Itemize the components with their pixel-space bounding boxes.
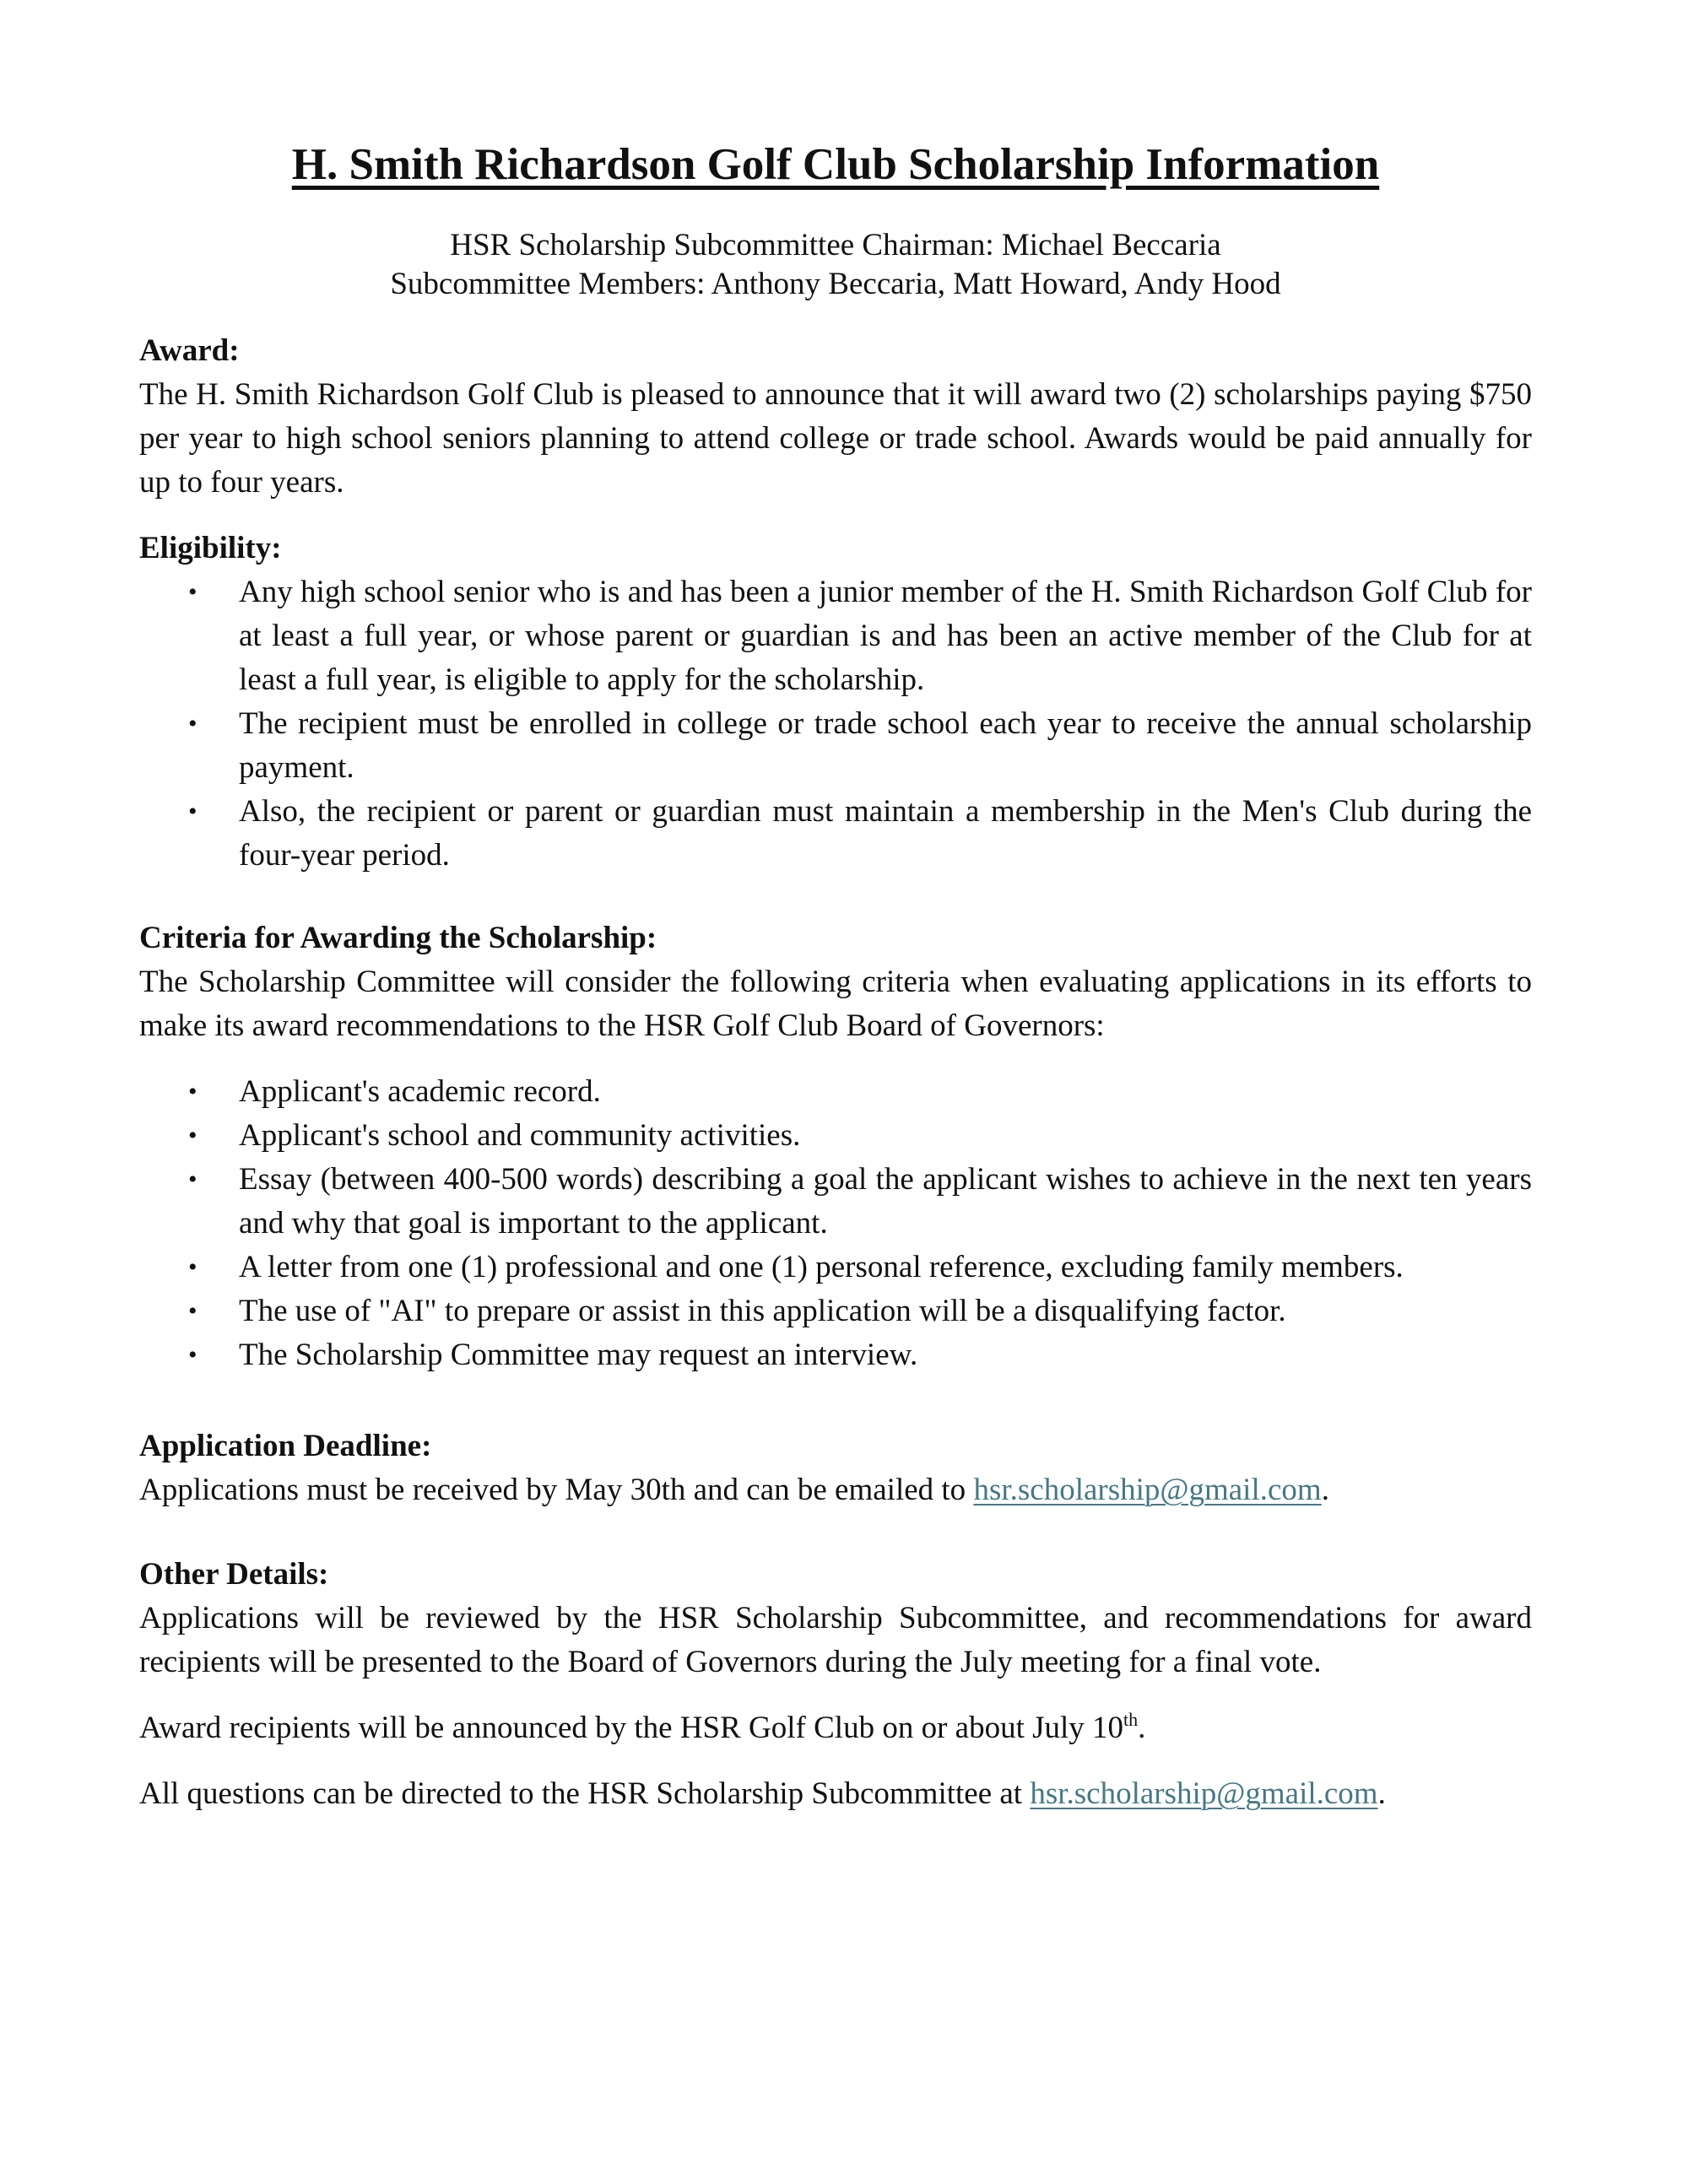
eligibility-section [139,527,1532,878]
list-item [139,702,1532,790]
para3-text: All questions can be directed to the HSR Scholarship Subcommittee at [139,1776,1031,1811]
bullet-icon: • [188,1165,197,1193]
eligibility-list [139,570,1532,878]
item-text: The use of "AI" to prepare or assist in this application will be a disqualifying factor. [239,1294,1286,1328]
list-item [139,1158,1532,1246]
item-text: Also, the recipient or parent or guardian must maintain a membership in the Men's Club during the four-year period. [239,794,1532,873]
bullet-icon: • [188,710,197,738]
bullet-icon: • [188,797,197,825]
bullet-icon: • [188,1297,197,1325]
title-text: H. Smith Richardson Golf Club Scholarship Information [291,140,1380,189]
item-text: Any high school senior who is and has been a junior member of the H. Smith Richardson Golf Club for at least a full year, or whose parent or guardian is and has been an active member of the Club for at least a full year, is eligible to apply for the scholarship. [239,575,1532,697]
deadline-section [139,1424,1532,1512]
para3-period: . [1377,1776,1386,1811]
bullet-icon: • [188,578,197,606]
other-details-section [139,1553,1532,1816]
list-item [139,1333,1532,1377]
deadline-heading: Application Deadline: [139,1429,432,1463]
list-item [139,1070,1532,1114]
bullet-icon: • [188,1341,197,1369]
criteria-list [139,1070,1532,1377]
para2-period: . [1138,1711,1146,1745]
members-line: Subcommittee Members: Anthony Beccaria, Matt Howard, Andy Hood [390,267,1281,301]
item-text: The Scholarship Committee may request an interview. [239,1338,918,1372]
criteria-intro: The Scholarship Committee will consider the following criteria when evaluating applications in its efforts to make its award recommendations to the HSR Golf Club Board of Governors: [139,965,1532,1043]
item-text: Applicant's academic record. [239,1074,601,1109]
other-details-para2 [139,1706,1532,1750]
other-details-para1: Applications will be reviewed by the HSR Scholarship Subcommittee, and recommendations for award recipients will be presented to the Board of Governors during the July meeting for a final vote. [139,1601,1532,1679]
para2-text: Award recipients will be announced by the HSR Golf Club on or about July 10 [139,1711,1124,1745]
chairman-line: HSR Scholarship Subcommittee Chairman: Michael Beccaria [450,228,1221,262]
criteria-section [139,916,1532,1377]
list-item [139,1246,1532,1289]
bullet-icon: • [188,1078,197,1106]
other-details-para3 [139,1772,1532,1816]
eligibility-heading: Eligibility: [139,531,282,565]
list-item [139,1114,1532,1158]
award-heading: Award: [139,333,240,368]
deadline-text-before: Applications must be received by May 30th and can be emailed to [139,1473,974,1507]
bullet-icon: • [188,1122,197,1149]
deadline-text-after: . [1321,1473,1329,1507]
list-item [139,1289,1532,1333]
award-section [139,329,1532,505]
other-details-heading: Other Details: [139,1557,329,1592]
email-link[interactable]: hsr.scholarship@gmail.com [973,1473,1322,1507]
item-text: Applicant's school and community activities. [239,1118,801,1153]
award-body: The H. Smith Richardson Golf Club is pleased to announce that it will award two (2) scholarships paying $750 per year to high school seniors planning to attend college or trade school. Awards would be paid annually for up to four years. [139,377,1532,500]
item-text: A letter from one (1) professional and one (1) personal reference, excluding family members. [239,1250,1404,1284]
item-text: Essay (between 400-500 words) describing a goal the applicant wishes to achieve in the next ten years and why that goal is important to the applicant. [239,1162,1532,1241]
list-item [139,790,1532,878]
criteria-heading: Criteria for Awarding the Scholarship: [139,921,657,955]
email-link[interactable]: hsr.scholarship@gmail.com [1030,1776,1378,1811]
ordinal-suffix: th [1123,1709,1139,1730]
item-text: The recipient must be enrolled in college or trade school each year to receive the annual scholarship payment. [239,706,1532,785]
bullet-icon: • [188,1253,197,1281]
list-item [139,570,1532,702]
document-title [139,135,1532,194]
deadline-text [139,1468,1532,1512]
